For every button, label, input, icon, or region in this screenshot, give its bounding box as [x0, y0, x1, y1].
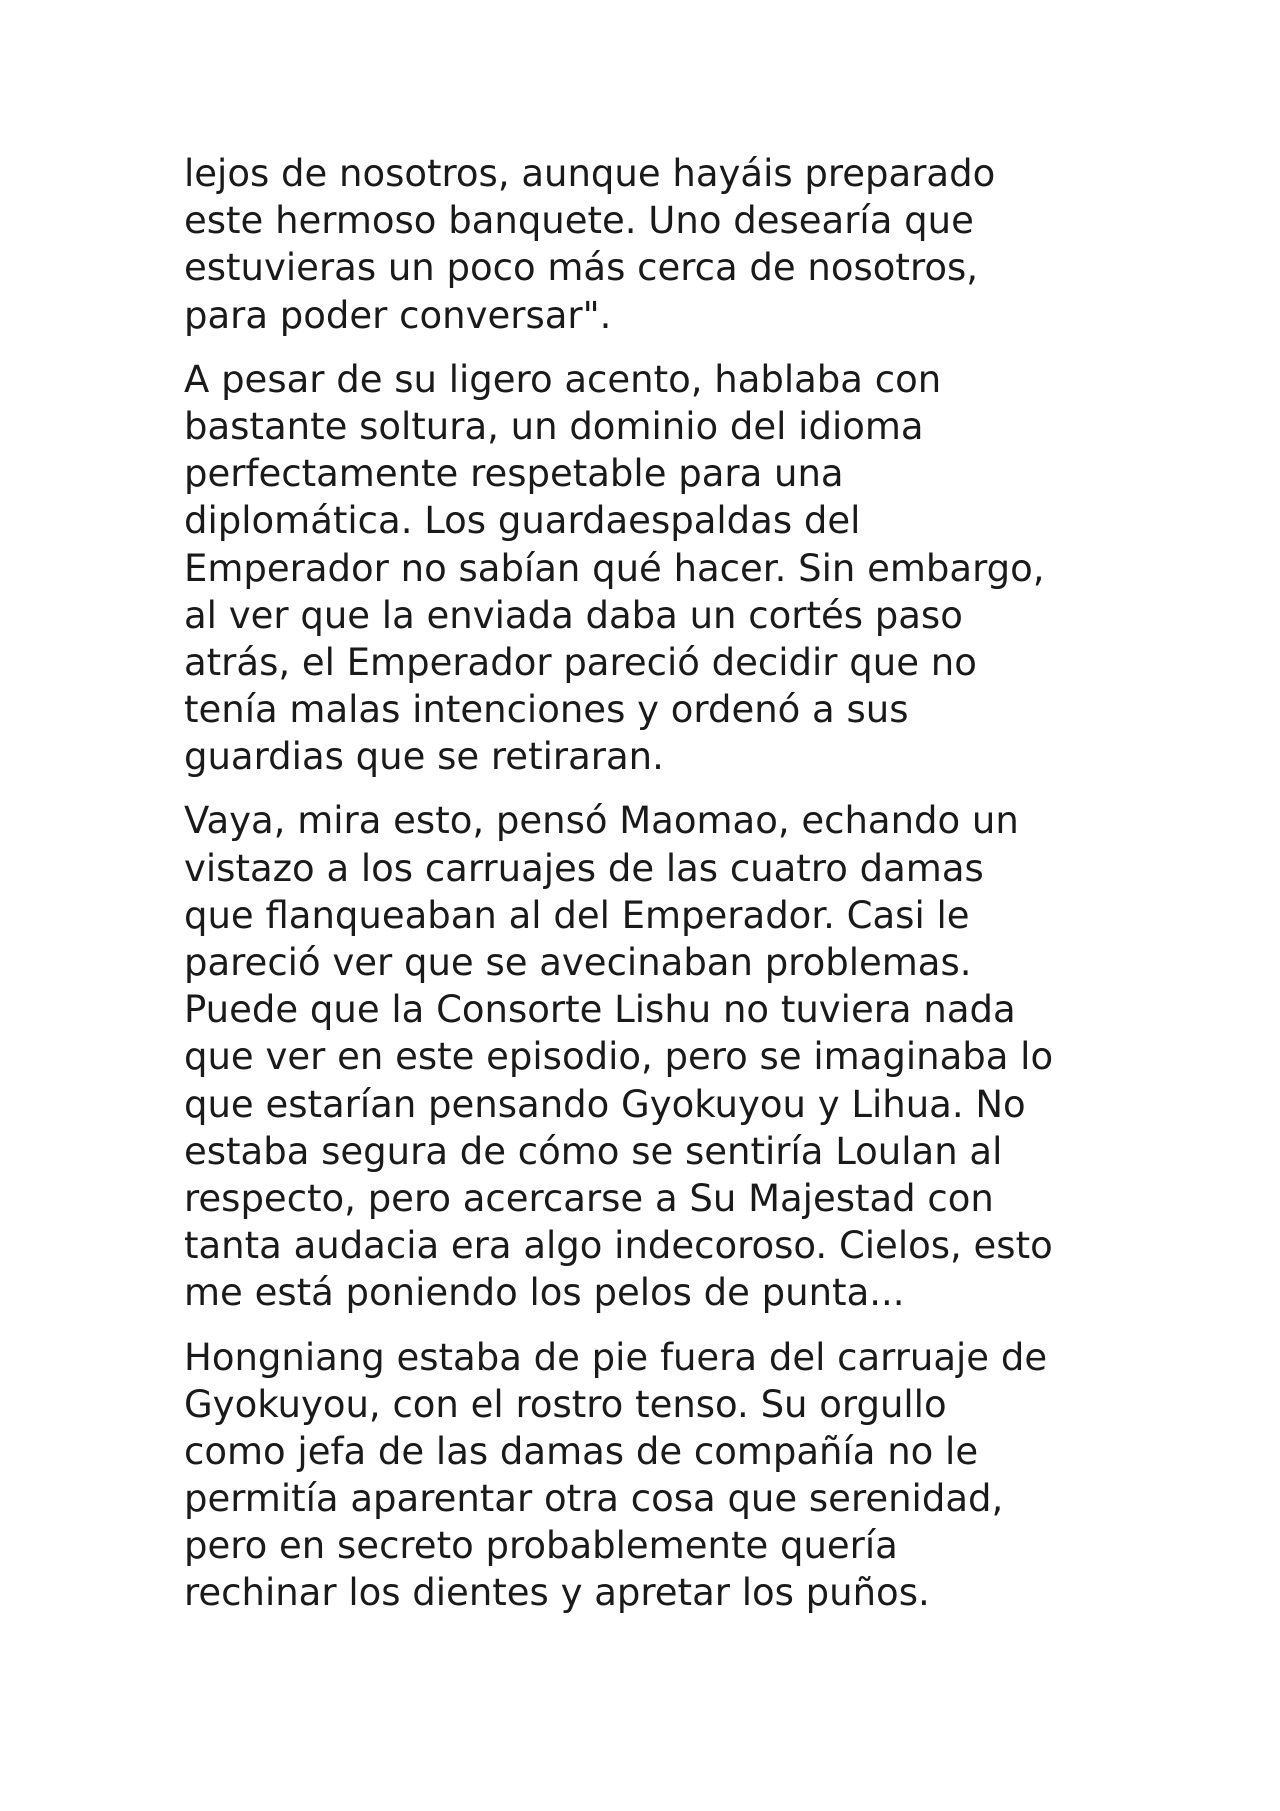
- text-line: perfectamente respetable para una: [184, 452, 844, 496]
- text-line: me está poniendo los pelos de punta...: [184, 1271, 905, 1315]
- text-line: este hermoso banquete. Uno desearía que: [184, 199, 974, 243]
- text-line: Emperador no sabían qué hacer. Sin embargo,: [184, 546, 1045, 590]
- text-line: que flanqueaban al del Emperador. Casi le: [184, 893, 970, 937]
- text-line: Puede que la Consorte Lishu no tuviera nada: [184, 988, 1016, 1032]
- body-text: [184, 150, 1124, 1634]
- text-line: estuvieras un poco más cerca de nosotros,: [184, 246, 979, 290]
- text-line: Hongniang estaba de pie fuera del carruaje de: [184, 1335, 1048, 1379]
- text-line: Vaya, mira esto, pensó Maomao, echando un: [184, 799, 1019, 843]
- text-line: que estarían pensando Gyokuyou y Lihua. No: [184, 1082, 1026, 1126]
- text-line: lejos de nosotros, aunque hayáis preparado: [184, 152, 996, 195]
- text-line: A pesar de su ligero acento, hablaba con: [184, 357, 942, 401]
- text-line: pareció ver que se avecinaban problemas.: [184, 941, 972, 984]
- paragraph-2: [184, 356, 1124, 781]
- text-line: para poder conversar".: [184, 293, 612, 337]
- text-line: como jefa de las damas de compañía no le: [184, 1429, 979, 1473]
- text-line: diplomática. Los guardaespaldas del: [184, 499, 861, 543]
- paragraph-3: [184, 797, 1124, 1316]
- text-line: permitía aparentar otra cosa que serenidad,: [184, 1477, 1004, 1521]
- paragraph-4: [184, 1334, 1124, 1617]
- text-line: rechinar los dientes y apretar los puños.: [184, 1571, 930, 1615]
- paragraph-1: [184, 150, 1124, 339]
- text-line: pero en secreto probablemente quería: [184, 1524, 898, 1568]
- text-line: guardias que se retiraran.: [184, 735, 664, 779]
- text-line: tenía malas intenciones y ordenó a sus: [184, 688, 909, 732]
- text-line: respecto, pero acercarse a Su Majestad con: [184, 1176, 994, 1220]
- text-line: atrás, el Emperador pareció decidir que no: [184, 640, 977, 684]
- text-line: estaba segura de cómo se sentiría Loulan al: [184, 1129, 1003, 1173]
- text-line: tanta audacia era algo indecoroso. Cielos, esto: [184, 1224, 1053, 1268]
- text-line: que ver en este episodio, pero se imaginaba lo: [184, 1035, 1054, 1079]
- text-line: bastante soltura, un dominio del idioma: [184, 404, 924, 448]
- text-line: vistazo a los carruajes de las cuatro damas: [184, 846, 984, 890]
- text-line: Gyokuyou, con el rostro tenso. Su orgullo: [184, 1382, 947, 1426]
- text-line: al ver que la enviada daba un cortés paso: [184, 593, 963, 637]
